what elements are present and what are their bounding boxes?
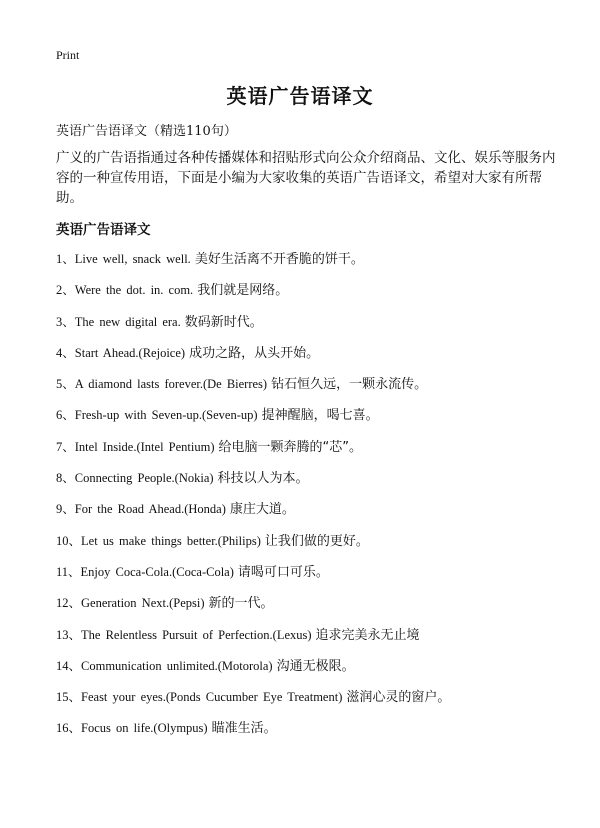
item-english: Intel Inside.(Intel Pentium) bbox=[74, 439, 215, 454]
item-english: The new digital era. bbox=[74, 314, 181, 329]
item-number: 13、 bbox=[56, 627, 82, 642]
item-english: Focus on life.(Olympus) bbox=[81, 721, 208, 736]
list-item bbox=[56, 250, 576, 281]
list-item bbox=[56, 469, 576, 500]
item-chinese: 瞄准生活。 bbox=[211, 721, 277, 737]
item-english: For the Road Ahead.(Honda) bbox=[74, 502, 226, 517]
item-number: 10、 bbox=[56, 533, 82, 548]
list-item bbox=[56, 438, 576, 469]
list-item bbox=[56, 532, 576, 563]
item-chinese: 数码新时代。 bbox=[184, 314, 263, 330]
item-chinese: 沟通无极限。 bbox=[276, 658, 355, 674]
list-item bbox=[56, 719, 576, 750]
item-english: Start Ahead.(Rejoice) bbox=[74, 345, 186, 360]
list-item bbox=[56, 563, 576, 594]
section-heading: 英语广告语译文 bbox=[56, 222, 151, 238]
item-english: Communication unlimited.(Motorola) bbox=[81, 658, 273, 673]
subtitle: 英语广告语译文（精选110句） bbox=[56, 124, 237, 139]
list-item bbox=[56, 375, 576, 406]
item-english: A diamond lasts forever.(De Bierres) bbox=[74, 377, 268, 392]
item-number: 1、 bbox=[56, 252, 75, 266]
page-title: 英语广告语译文 bbox=[226, 84, 374, 108]
item-number: 14、 bbox=[56, 658, 82, 673]
list-item bbox=[56, 313, 576, 344]
item-chinese: 给电脑一颗奔腾的“芯”。 bbox=[218, 439, 362, 455]
item-english: Enjoy Coca-Cola.(Coca-Cola) bbox=[80, 564, 234, 579]
item-english: The Relentless Pursuit of Perfection.(Lexus) bbox=[81, 627, 312, 642]
item-english: Were the dot. in. com. bbox=[74, 283, 194, 298]
item-number: 3、 bbox=[56, 314, 75, 329]
item-number: 16、 bbox=[56, 721, 82, 736]
slogan-list bbox=[56, 250, 576, 751]
item-number: 8、 bbox=[56, 471, 75, 486]
list-item bbox=[56, 344, 576, 375]
item-chinese: 新的一代。 bbox=[208, 596, 274, 612]
list-item bbox=[56, 657, 576, 688]
item-chinese: 追求完美永无止境 bbox=[315, 627, 420, 643]
item-english: Fresh-up with Seven-up.(Seven-up) bbox=[74, 408, 258, 423]
item-number: 4、 bbox=[56, 345, 75, 360]
item-english: Let us make things better.(Philips) bbox=[81, 533, 261, 548]
item-number: 15、 bbox=[56, 690, 82, 705]
item-chinese: 美好生活离不开香脆的饼干。 bbox=[194, 252, 364, 267]
item-chinese: 让我们做的更好。 bbox=[264, 533, 369, 549]
item-english: Connecting People.(Nokia) bbox=[74, 471, 214, 486]
item-chinese: 科技以人为本。 bbox=[217, 471, 309, 487]
intro-paragraph: 广义的广告语指通过各种传播媒体和招贴形式向公众介绍商品、文化、娱乐等服务内容的一种宣传用语，下面是小编为大家收集的英语广告语译文，希望对大家有所帮助。 bbox=[56, 150, 556, 206]
item-number: 12、 bbox=[56, 596, 82, 611]
list-item bbox=[56, 594, 576, 625]
item-chinese: 提神醒脑，喝七喜。 bbox=[261, 408, 379, 424]
list-item bbox=[56, 626, 576, 657]
item-english: Feast your eyes.(Ponds Cucumber Eye Treatment) bbox=[81, 690, 343, 705]
item-chinese: 康庄大道。 bbox=[229, 502, 295, 518]
item-chinese: 钻石恒久远，一颗永流传。 bbox=[271, 377, 428, 393]
item-chinese: 成功之路，从头开始。 bbox=[189, 345, 320, 361]
item-number: 2、 bbox=[56, 283, 75, 298]
item-number: 6、 bbox=[56, 408, 75, 423]
item-number: 5、 bbox=[56, 377, 75, 392]
list-item bbox=[56, 406, 576, 437]
item-number: 11、 bbox=[56, 564, 81, 579]
list-item bbox=[56, 500, 576, 531]
print-label: Print bbox=[56, 48, 80, 62]
list-item bbox=[56, 688, 576, 719]
item-english: Live well, snack well. bbox=[74, 252, 191, 266]
item-chinese: 请喝可口可乐。 bbox=[237, 564, 329, 580]
list-item bbox=[56, 281, 576, 312]
item-chinese: 滋润心灵的窗户。 bbox=[346, 690, 451, 706]
item-chinese: 我们就是网络。 bbox=[197, 283, 289, 299]
item-english: Generation Next.(Pepsi) bbox=[81, 596, 205, 611]
item-number: 7、 bbox=[56, 439, 75, 454]
item-number: 9、 bbox=[56, 502, 75, 517]
